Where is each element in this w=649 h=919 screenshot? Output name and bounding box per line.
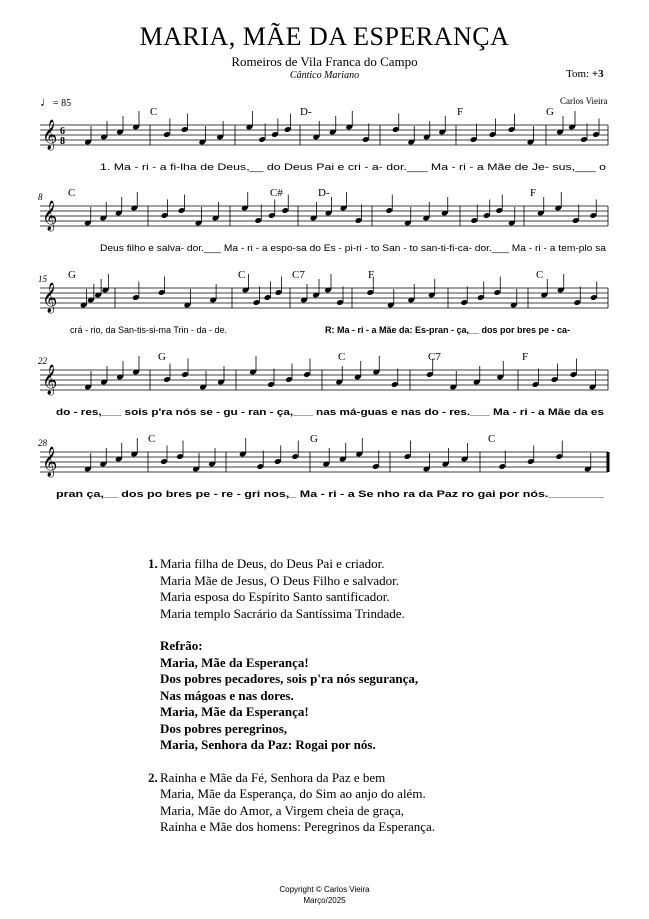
lyrics-block <box>148 556 435 852</box>
chord-symbol: G <box>310 433 318 445</box>
verse-line: Rainha e Mãe dos homens: Peregrinos da Esperança. <box>160 819 436 834</box>
copyright-footer <box>0 884 649 906</box>
lyric-line-chorus: do - res,___ sois p'ra nós se - gu - ran - ça,___ nas má-guas e nas do - res.___ Ma - ri - a Mãe da es <box>56 407 604 417</box>
chorus-line: Dos pobres peregrinos, <box>160 720 287 736</box>
verse-line: Maria templo Sacrário da Santíssima Trindade. <box>160 605 405 621</box>
chord-symbol: D- <box>300 106 312 118</box>
lyric-line: Deus filho e salva- dor.___ Ma - ri - a espo-sa do Es - pi-ri - to San - to san-ti-fi-ca- dor.___ Ma - ri - a tem-plo sa <box>100 243 606 253</box>
chord-symbol: C <box>148 433 156 445</box>
chorus-line: Maria, Mãe da Esperança! <box>160 704 309 719</box>
verse-line: Maria, Mãe da Esperança, do Sim ao anjo do além. <box>160 786 426 801</box>
chord-symbol: D- <box>318 187 330 199</box>
chorus-line: Maria, Senhora da Paz: Rogai por nós. <box>160 737 376 752</box>
verse-number: 1. <box>148 556 158 571</box>
chord-symbol: C7 <box>428 351 441 363</box>
quarter-note-icon: ♩ <box>40 94 53 109</box>
chord-symbol: C <box>150 106 158 118</box>
time-signature-top: 6 <box>60 126 65 137</box>
treble-clef-icon: 𝄞 <box>42 283 58 313</box>
tempo-value: = 85 <box>53 98 72 109</box>
chord-symbol: G <box>158 351 166 363</box>
chord-symbol: C <box>488 433 496 445</box>
chord-symbol: G <box>68 269 76 281</box>
verse-1 <box>148 556 435 622</box>
lyric-line-chorus: pran ça,__ dos po bres pe - re - gri nos,_ Ma - ri - a Se nho ra da Paz ro gai por nós.________ <box>56 489 606 499</box>
copyright-text: Copyright © Carlos Vieira <box>279 885 370 894</box>
chorus-line: Nas mágoas e nas dores. <box>160 687 294 703</box>
chorus-label: Refrão: <box>160 638 203 653</box>
verse-line: Maria, Mãe do Amor, a Virgem cheia de graça, <box>160 802 405 818</box>
copyright-date: Março/2025 <box>303 896 346 905</box>
verse-line: Maria esposa do Espírito Santo santificador. <box>160 589 390 604</box>
song-title: MARIA, MÃE DA ESPERANÇA <box>139 22 510 51</box>
verse-line: Maria filha de Deus, do Deus Pai e criador. <box>160 556 385 571</box>
chord-symbol: G <box>546 106 554 118</box>
verse-line: Rainha e Mãe da Fé, Senhora da Paz e bem <box>160 769 386 785</box>
verse-2 <box>148 770 435 836</box>
chord-symbol: C <box>338 351 346 363</box>
song-subtitle: Romeiros de Vila Franca do Campo <box>231 54 418 69</box>
chorus <box>148 638 435 754</box>
treble-clef-icon: 𝄞 <box>42 201 58 231</box>
verse-number: 2. <box>148 769 158 785</box>
treble-clef-icon: 𝄞 <box>42 447 58 477</box>
composer: Carlos Vieira <box>560 96 608 106</box>
lyric-line: 1. Ma - ri - a fi-lha de Deus,__ do Deus Pai e cri - a- dor.___ Ma - ri - a Mãe de Je- sus,___ o <box>100 162 606 172</box>
measure-number: 22 <box>38 356 47 366</box>
measure-number: 15 <box>38 274 47 284</box>
chord-symbol: C <box>238 269 246 281</box>
lyric-line: crá - rio, da San-tis-si-ma Trin - da - de. <box>70 325 228 335</box>
lyric-line-chorus: R: Ma - ri - a Mãe da: Es-pran - ça,__ dos por bres pe - ca- <box>325 325 571 335</box>
chord-symbol: F <box>457 106 464 118</box>
chord-symbol: C <box>68 187 76 199</box>
treble-clef-icon: 𝄞 <box>42 365 58 395</box>
key-label: Tom: <box>566 68 590 80</box>
chorus-line: Dos pobres pecadores, sois p'ra nós segurança, <box>160 671 419 686</box>
treble-clef-icon: 𝄞 <box>42 120 58 150</box>
chord-symbol: F <box>368 269 375 281</box>
chord-symbol: F <box>530 187 537 199</box>
chord-symbol: F <box>522 351 529 363</box>
measure-number: 8 <box>38 192 43 202</box>
chord-symbol: C7 <box>292 269 305 281</box>
verse-line: Maria Mãe de Jesus, O Deus Filho e salvador. <box>160 572 400 588</box>
chord-symbol: C# <box>270 187 283 199</box>
time-signature-bottom: 8 <box>60 136 65 147</box>
chorus-line: Maria, Mãe da Esperança! <box>160 654 309 670</box>
song-category: Cântico Mariano <box>289 70 360 81</box>
chord-symbol: C <box>536 269 544 281</box>
key-value: +3 <box>591 68 604 80</box>
measure-number: 28 <box>38 438 47 448</box>
